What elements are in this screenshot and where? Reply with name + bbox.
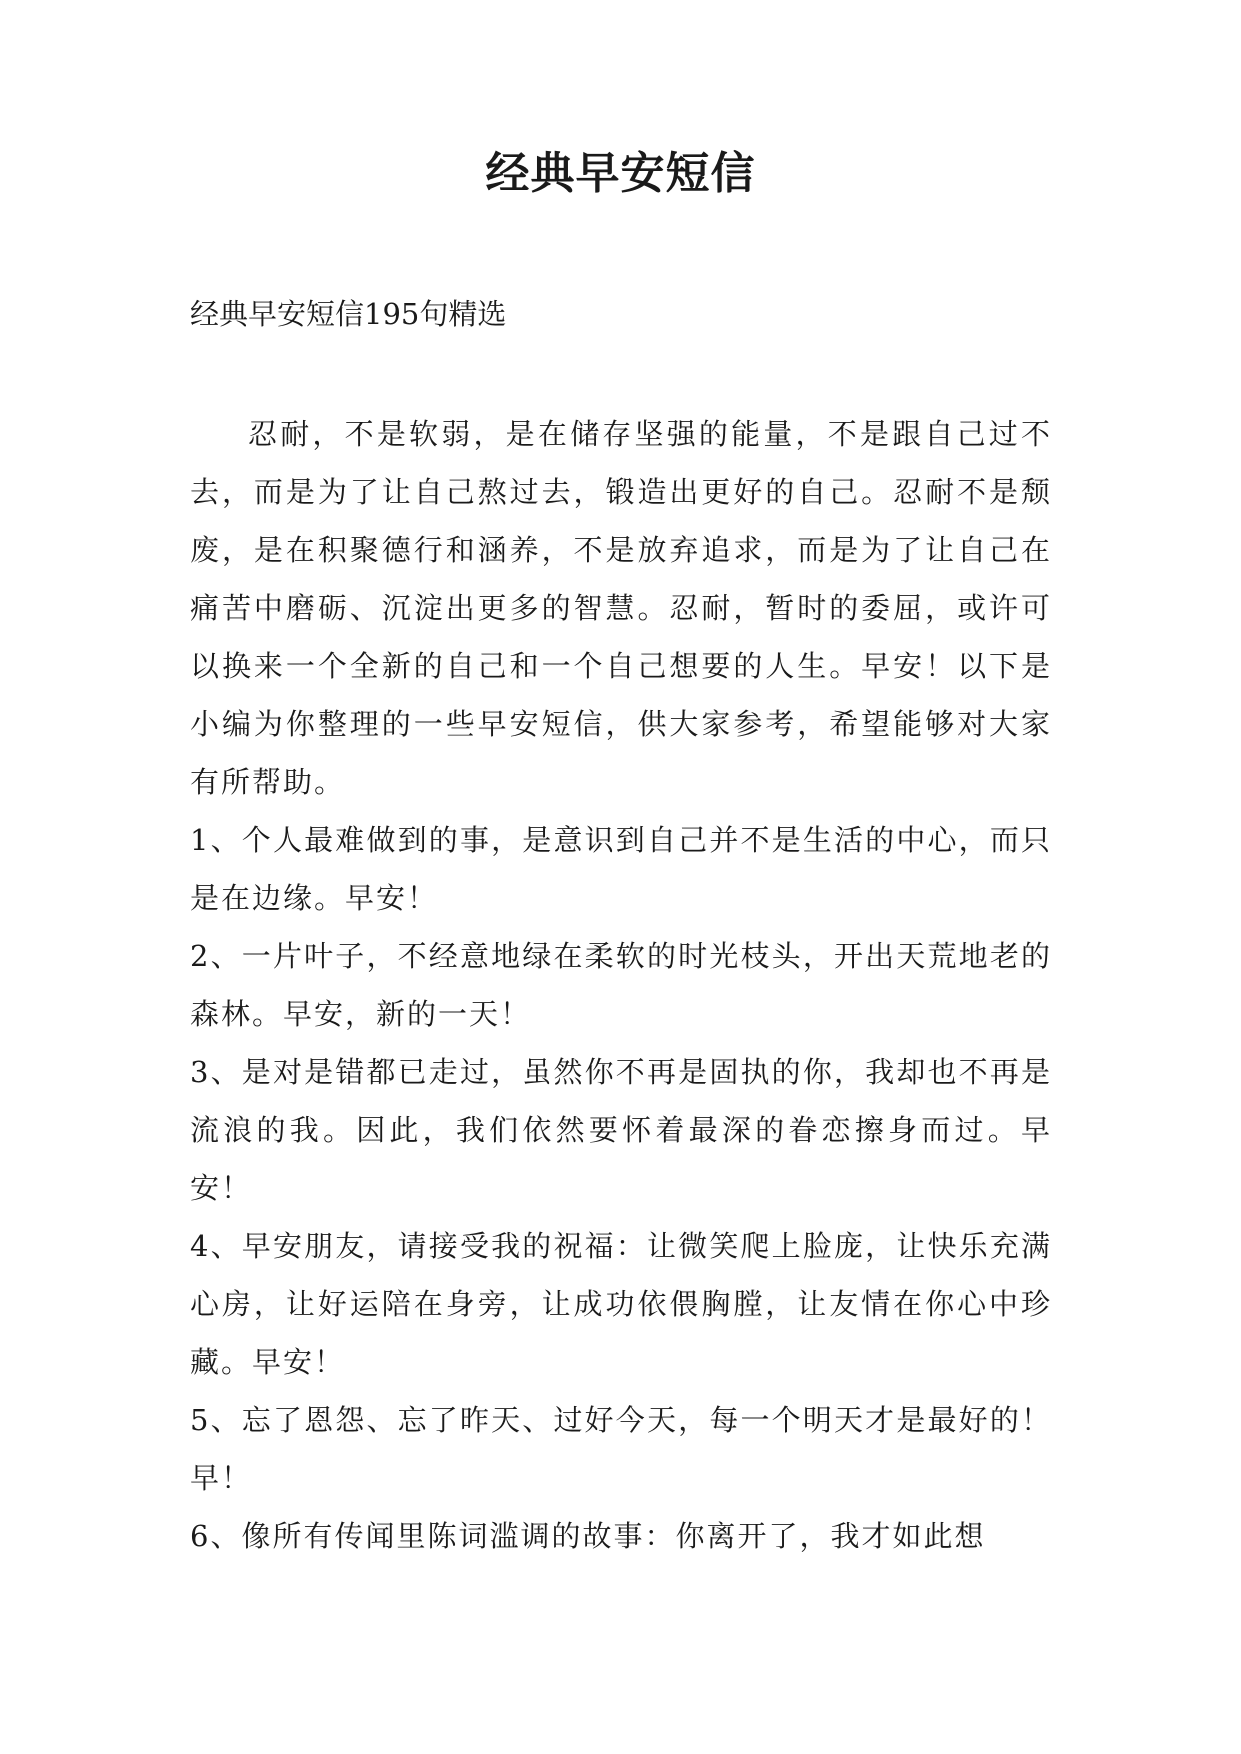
list-item: 3、是对是错都已走过，虽然你不再是固执的你，我却也不再是流浪的我。因此，我们依然要怀着最深的眷恋擦身而过。早安！ — [190, 1055, 1052, 1205]
list-item: 5、忘了恩怨、忘了昨天、过好今天，每一个明天才是最好的！早！ — [190, 1403, 1052, 1495]
intro-paragraph: 忍耐，不是软弱，是在储存坚强的能量，不是跟自己过不去，而是为了让自己熬过去，锻造出更好的自己。忍耐不是颓废，是在积聚德行和涵养，不是放弃追求，而是为了让自己在痛苦中磨砺、沉淀出更多的智慧。忍耐，暂时的委屈，或许可以换来一个全新的自己和一个自己想要的人生。早安！以下是小编为你整理的一些早安短信，供大家参考，希望能够对大家有所帮助。 — [190, 417, 1052, 799]
list-item: 2、一片叶子，不经意地绿在柔软的时光枝头，开出天荒地老的森林。早安，新的一天！ — [190, 939, 1052, 1031]
document-title: 经典早安短信 — [485, 148, 756, 199]
document-subtitle: 经典早安短信195句精选 — [190, 297, 507, 331]
list-item: 6、像所有传闻里陈词滥调的故事：你离开了，我才如此想 — [190, 1519, 986, 1553]
list-item: 4、早安朋友，请接受我的祝福：让微笑爬上脸庞，让快乐充满心房，让好运陪在身旁，让成功依偎胸膛，让友情在你心中珍藏。早安！ — [190, 1229, 1052, 1379]
list-item: 1、个人最难做到的事，是意识到自己并不是生活的中心，而只是在边缘。早安！ — [190, 823, 1052, 915]
document-body — [190, 405, 1052, 1565]
